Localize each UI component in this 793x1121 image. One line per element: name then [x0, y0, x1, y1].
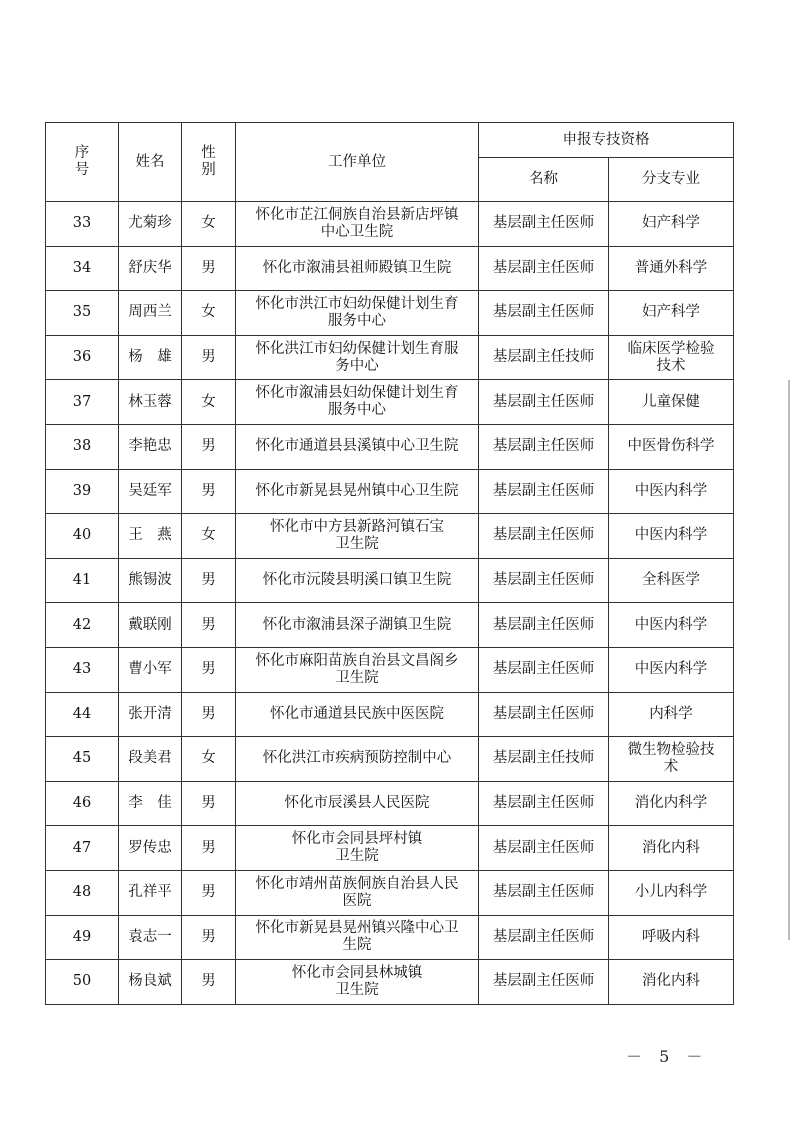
cell-gender: 男	[182, 469, 236, 514]
cell-unit-line: 卫生院	[335, 669, 379, 686]
cell-unit-line: 怀化市通道县县溪镇中心卫生院	[255, 438, 459, 455]
cell-specialty	[609, 960, 734, 1005]
cell-unit-line: 怀化市溆浦县深子湖镇卫生院	[262, 616, 452, 633]
cell-gender: 男	[182, 603, 236, 648]
cell-gender: 男	[182, 870, 236, 915]
scan-edge-line	[788, 380, 790, 940]
cell-gender: 男	[182, 335, 236, 380]
header-gender-text: 性别	[201, 145, 216, 178]
cell-no: 41	[46, 558, 119, 603]
cell-specialty-line: 普通外科学	[634, 259, 708, 276]
cell-gender: 女	[182, 380, 236, 425]
cell-name: 罗传忠	[119, 826, 182, 871]
header-seq-text: 序号	[74, 145, 90, 178]
cell-name: 杨 雄	[119, 335, 182, 380]
table-row	[46, 960, 734, 1005]
cell-name: 熊锡波	[119, 558, 182, 603]
cell-no: 39	[46, 469, 119, 514]
cell-title: 基层副主任医师	[479, 692, 609, 737]
cell-no: 36	[46, 335, 119, 380]
cell-no: 34	[46, 246, 119, 291]
header-unit: 工作单位	[236, 123, 479, 202]
table-row	[46, 826, 734, 871]
cell-specialty-line: 内科学	[649, 705, 693, 722]
cell-unit-line: 怀化市中方县新路河镇石宝	[270, 518, 444, 535]
cell-title: 基层副主任医师	[479, 291, 609, 336]
cell-unit-line: 怀化市新晃县晃州镇中心卫生院	[255, 482, 459, 499]
cell-no: 46	[46, 781, 119, 826]
cell-specialty-line: 中医内科学	[634, 527, 708, 544]
cell-unit	[236, 603, 479, 648]
cell-no: 40	[46, 514, 119, 559]
cell-unit	[236, 647, 479, 692]
cell-unit	[236, 291, 479, 336]
cell-specialty-line: 消化内科	[642, 839, 700, 856]
cell-no: 33	[46, 202, 119, 247]
cell-name: 袁志一	[119, 915, 182, 960]
cell-no: 49	[46, 915, 119, 960]
table-row	[46, 291, 734, 336]
cell-unit-line: 怀化市靖州苗族侗族自治县人民	[255, 875, 459, 892]
table-row	[46, 469, 734, 514]
cell-specialty-line: 呼吸内科	[642, 928, 700, 945]
cell-title: 基层副主任医师	[479, 202, 609, 247]
cell-unit	[236, 246, 479, 291]
cell-gender: 女	[182, 514, 236, 559]
cell-no: 42	[46, 603, 119, 648]
cell-specialty-line: 技术	[656, 357, 686, 374]
cell-no: 47	[46, 826, 119, 871]
cell-name: 李 佳	[119, 781, 182, 826]
cell-specialty	[609, 380, 734, 425]
cell-title: 基层副主任技师	[479, 737, 609, 782]
cell-specialty	[609, 202, 734, 247]
cell-title: 基层副主任医师	[479, 424, 609, 469]
header-gender	[182, 123, 236, 202]
cell-no: 38	[46, 424, 119, 469]
cell-specialty	[609, 291, 734, 336]
cell-unit-line: 怀化市会同县林城镇	[291, 964, 423, 981]
cell-unit-line: 怀化洪江市妇幼保健计划生育服	[255, 340, 459, 357]
qualification-table	[45, 122, 734, 1005]
cell-name: 尤菊珍	[119, 202, 182, 247]
cell-specialty-line: 微生物检验技	[627, 741, 715, 758]
cell-unit-line: 服务中心	[328, 312, 386, 329]
cell-unit	[236, 202, 479, 247]
cell-name: 孔祥平	[119, 870, 182, 915]
cell-gender: 女	[182, 737, 236, 782]
table-row	[46, 692, 734, 737]
table-row	[46, 380, 734, 425]
cell-unit-line: 中心卫生院	[320, 223, 394, 240]
cell-name: 周西兰	[119, 291, 182, 336]
cell-unit	[236, 380, 479, 425]
cell-no: 37	[46, 380, 119, 425]
cell-specialty-line: 临床医学检验	[627, 340, 715, 357]
table-row	[46, 202, 734, 247]
table-body	[46, 202, 734, 1005]
cell-specialty-line: 儿童保健	[642, 393, 700, 410]
page-number: － 5 －	[626, 1047, 709, 1066]
cell-name: 王 燕	[119, 514, 182, 559]
cell-unit	[236, 960, 479, 1005]
cell-unit-line: 怀化市沅陵县明溪口镇卫生院	[262, 572, 452, 589]
table-row	[46, 870, 734, 915]
cell-unit	[236, 692, 479, 737]
cell-gender: 男	[182, 558, 236, 603]
cell-specialty-line: 全科医学	[642, 572, 700, 589]
cell-gender: 男	[182, 781, 236, 826]
table-row	[46, 558, 734, 603]
cell-specialty-line: 消化内科	[642, 973, 700, 990]
cell-specialty-line: 妇产科学	[642, 215, 700, 232]
cell-no: 35	[46, 291, 119, 336]
table-row	[46, 737, 734, 782]
cell-unit	[236, 781, 479, 826]
cell-specialty-line: 妇产科学	[642, 304, 700, 321]
cell-specialty-line: 中医内科学	[634, 482, 708, 499]
cell-name: 李艳忠	[119, 424, 182, 469]
header-qualification: 申报专技资格	[479, 123, 734, 158]
cell-gender: 男	[182, 424, 236, 469]
cell-unit	[236, 424, 479, 469]
cell-name: 林玉蓉	[119, 380, 182, 425]
cell-unit-line: 务中心	[335, 357, 379, 374]
cell-unit-line: 怀化市芷江侗族自治县新店坪镇	[255, 206, 459, 223]
cell-gender: 男	[182, 246, 236, 291]
cell-gender: 女	[182, 291, 236, 336]
table-row	[46, 424, 734, 469]
cell-name: 段美君	[119, 737, 182, 782]
table-row	[46, 514, 734, 559]
cell-unit-line: 卫生院	[335, 981, 379, 998]
cell-specialty	[609, 246, 734, 291]
cell-title: 基层副主任医师	[479, 647, 609, 692]
cell-gender: 男	[182, 692, 236, 737]
cell-unit-line: 怀化市溆浦县祖师殿镇卫生院	[262, 259, 452, 276]
cell-gender: 男	[182, 826, 236, 871]
cell-specialty-line: 消化内科学	[634, 795, 708, 812]
cell-no: 48	[46, 870, 119, 915]
cell-no: 45	[46, 737, 119, 782]
cell-gender: 女	[182, 202, 236, 247]
cell-unit	[236, 870, 479, 915]
cell-unit-line: 怀化市通道县民族中医医院	[270, 705, 444, 722]
cell-name: 杨良斌	[119, 960, 182, 1005]
table-row	[46, 335, 734, 380]
cell-name: 张开清	[119, 692, 182, 737]
cell-no: 43	[46, 647, 119, 692]
cell-unit-line: 服务中心	[328, 402, 386, 419]
cell-specialty	[609, 781, 734, 826]
cell-specialty	[609, 558, 734, 603]
table-row	[46, 781, 734, 826]
cell-title: 基层副主任医师	[479, 603, 609, 648]
cell-title: 基层副主任医师	[479, 558, 609, 603]
cell-unit	[236, 335, 479, 380]
cell-name: 舒庆华	[119, 246, 182, 291]
cell-unit	[236, 826, 479, 871]
cell-unit	[236, 558, 479, 603]
cell-specialty	[609, 915, 734, 960]
cell-unit-line: 怀化市会同县坪村镇	[291, 831, 423, 848]
cell-specialty	[609, 692, 734, 737]
cell-specialty-line: 术	[663, 758, 679, 775]
cell-gender: 男	[182, 915, 236, 960]
cell-unit-line: 生院	[342, 937, 372, 954]
cell-unit	[236, 915, 479, 960]
cell-unit	[236, 514, 479, 559]
cell-specialty-line: 小儿内科学	[634, 884, 708, 901]
cell-title: 基层副主任医师	[479, 469, 609, 514]
table-row	[46, 603, 734, 648]
cell-unit-line: 怀化市辰溪县人民医院	[284, 795, 430, 812]
cell-title: 基层副主任医师	[479, 915, 609, 960]
header-seq	[46, 123, 119, 202]
cell-unit	[236, 469, 479, 514]
cell-unit-line: 怀化市新晃县晃州镇兴隆中心卫	[255, 920, 459, 937]
cell-unit-line: 卫生院	[335, 848, 379, 865]
cell-unit-line: 医院	[342, 892, 372, 909]
cell-title: 基层副主任医师	[479, 380, 609, 425]
table-header	[46, 123, 734, 202]
cell-specialty	[609, 603, 734, 648]
cell-no: 44	[46, 692, 119, 737]
cell-unit-line: 卫生院	[335, 535, 379, 552]
cell-title: 基层副主任技师	[479, 335, 609, 380]
table-row	[46, 246, 734, 291]
cell-name: 曹小军	[119, 647, 182, 692]
cell-unit-line: 怀化市洪江市妇幼保健计划生育	[255, 295, 459, 312]
cell-specialty-line: 中医内科学	[634, 661, 708, 678]
cell-name: 戴联刚	[119, 603, 182, 648]
cell-title: 基层副主任医师	[479, 514, 609, 559]
cell-no: 50	[46, 960, 119, 1005]
cell-gender: 男	[182, 647, 236, 692]
cell-specialty	[609, 737, 734, 782]
header-title: 名称	[479, 158, 609, 202]
cell-unit	[236, 737, 479, 782]
cell-title: 基层副主任医师	[479, 826, 609, 871]
cell-specialty	[609, 826, 734, 871]
cell-specialty-line: 中医骨伤科学	[627, 438, 715, 455]
cell-specialty	[609, 469, 734, 514]
cell-name: 吴廷军	[119, 469, 182, 514]
cell-specialty	[609, 424, 734, 469]
cell-specialty	[609, 870, 734, 915]
cell-title: 基层副主任医师	[479, 246, 609, 291]
cell-specialty	[609, 335, 734, 380]
cell-gender: 男	[182, 960, 236, 1005]
cell-specialty	[609, 514, 734, 559]
cell-specialty	[609, 647, 734, 692]
cell-title: 基层副主任医师	[479, 960, 609, 1005]
header-specialty: 分支专业	[609, 158, 734, 202]
cell-unit-line: 怀化市麻阳苗族自治县文昌阁乡	[255, 652, 459, 669]
header-name: 姓名	[119, 123, 182, 202]
cell-title: 基层副主任医师	[479, 870, 609, 915]
cell-unit-line: 怀化市溆浦县妇幼保健计划生育	[255, 385, 459, 402]
cell-title: 基层副主任医师	[479, 781, 609, 826]
table-row	[46, 915, 734, 960]
cell-specialty-line: 中医内科学	[634, 616, 708, 633]
table-row	[46, 647, 734, 692]
cell-unit-line: 怀化洪江市疾病预防控制中心	[262, 750, 452, 767]
